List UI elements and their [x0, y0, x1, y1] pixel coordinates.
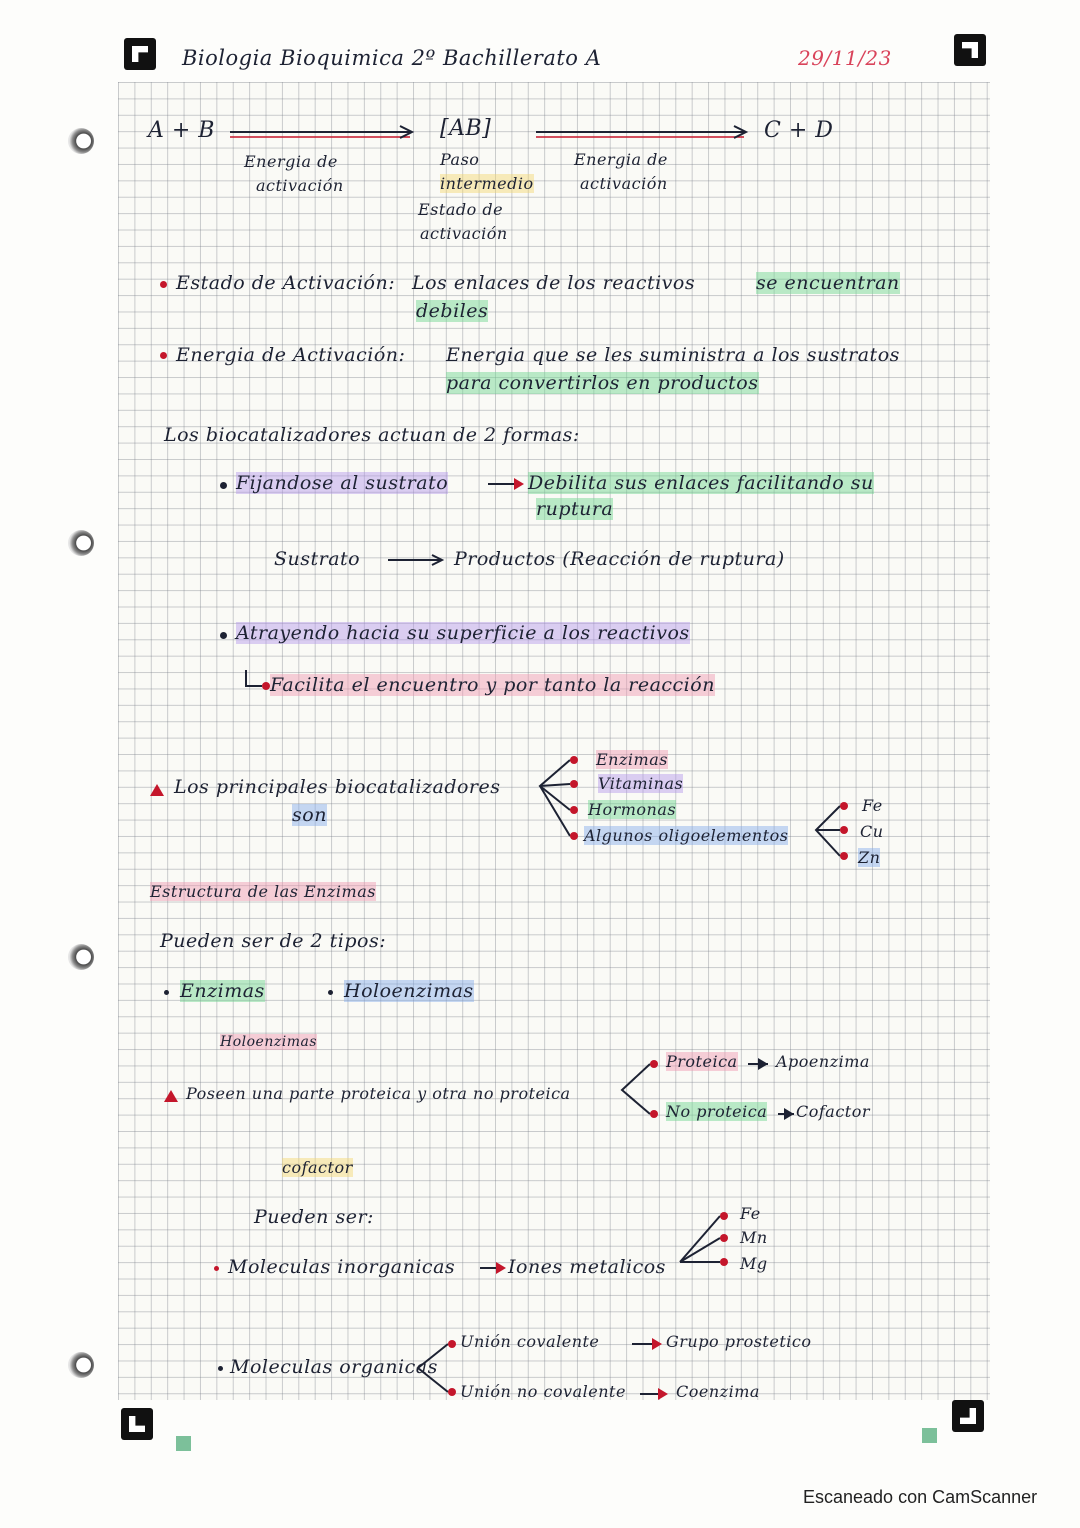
intermediate-label: intermedio: [440, 174, 534, 193]
intermediate-label: activación: [420, 224, 508, 243]
element-item: Zn: [858, 848, 881, 867]
estado-definition: Los enlaces de los reactivos: [412, 272, 696, 294]
reaction-sustrato: Sustrato: [274, 548, 361, 570]
estado-definition: se encuentran: [756, 272, 900, 294]
moleculas-organicas: Moleculas organicas: [230, 1356, 438, 1378]
mode-atrayendo: Atrayendo hacia su superficie a los reactivos: [236, 622, 690, 644]
left-arrow-label: activación: [256, 176, 344, 195]
mode-atrayendo-result: Facilita el encuentro y por tanto la reacción: [270, 674, 715, 696]
reaction-productos: Productos (Reacción de ruptura): [454, 548, 785, 570]
estructura-intro: Pueden ser de 2 tipos:: [160, 930, 387, 952]
left-arrow-label: Energia de: [244, 152, 338, 171]
modes-intro: Los biocatalizadores actuan de 2 formas:: [164, 424, 580, 446]
type-enzimas: Enzimas: [180, 980, 265, 1002]
element-item: Cu: [860, 822, 884, 841]
holoenzimas-description: Poseen una parte proteica y otra no proteica: [186, 1084, 571, 1103]
grupo-prostetico: Grupo prostetico: [666, 1332, 812, 1351]
moleculas-inorganicas: Moleculas inorganicas: [228, 1256, 456, 1278]
iones-metalicos: Iones metalicos: [508, 1256, 666, 1278]
type-holoenzimas: Holoenzimas: [344, 980, 474, 1002]
section-title-estructura: Estructura de las Enzimas: [150, 882, 376, 901]
right-arrow-label: Energia de: [574, 150, 668, 169]
principal-item: Algunos oligoelementos: [584, 826, 789, 845]
estado-definition: debiles: [416, 300, 489, 322]
union-covalente: Unión covalente: [460, 1332, 600, 1351]
apoenzima-label: Apoenzima: [776, 1052, 870, 1071]
cofactor-title: cofactor: [282, 1158, 353, 1177]
energia-definition: para convertirlos en productos: [446, 372, 759, 394]
intermediate-label: Estado de: [418, 200, 504, 219]
estado-term: Estado de Activación:: [176, 272, 396, 294]
ion-item: Mg: [740, 1254, 768, 1273]
mode-fijandose: Fijandose al sustrato: [236, 472, 449, 494]
union-no-covalente: Unión no covalente: [460, 1382, 626, 1401]
energia-term: Energia de Activación:: [176, 344, 406, 366]
principal-label: Los principales biocatalizadores: [174, 776, 501, 798]
principal-item: Hormonas: [588, 800, 677, 819]
mode-fijandose-result: ruptura: [536, 498, 614, 520]
intermediate: [AB]: [440, 116, 492, 141]
no-proteica-label: No proteica: [666, 1102, 768, 1121]
cofactor-intro: Pueden ser:: [254, 1206, 374, 1228]
coenzima: Coenzima: [676, 1382, 760, 1401]
principal-item: Vitaminas: [598, 774, 684, 793]
principal-label: son: [292, 804, 327, 826]
mode-fijandose-result: Debilita sus enlaces facilitando su: [528, 472, 874, 494]
products: C + D: [764, 118, 834, 143]
ion-item: Mn: [740, 1228, 768, 1247]
reactants: A + B: [148, 118, 215, 143]
holoenzimas-title: Holoenzimas: [220, 1034, 318, 1050]
scanner-watermark: Escaneado con CamScanner: [803, 1487, 1038, 1507]
proteica-label: Proteica: [666, 1052, 738, 1071]
ion-item: Fe: [740, 1204, 761, 1223]
element-item: Fe: [862, 796, 883, 815]
right-arrow-label: activación: [580, 174, 668, 193]
cofactor-label: Cofactor: [796, 1102, 871, 1121]
intermediate-label: Paso: [440, 150, 480, 169]
principal-item: Enzimas: [596, 750, 668, 769]
energia-definition: Energia que se les suministra a los sustratos: [446, 344, 900, 366]
page-title: Biologia Bioquimica 2º Bachillerato A: [182, 46, 602, 70]
page-date: 29/11/23: [798, 46, 892, 70]
